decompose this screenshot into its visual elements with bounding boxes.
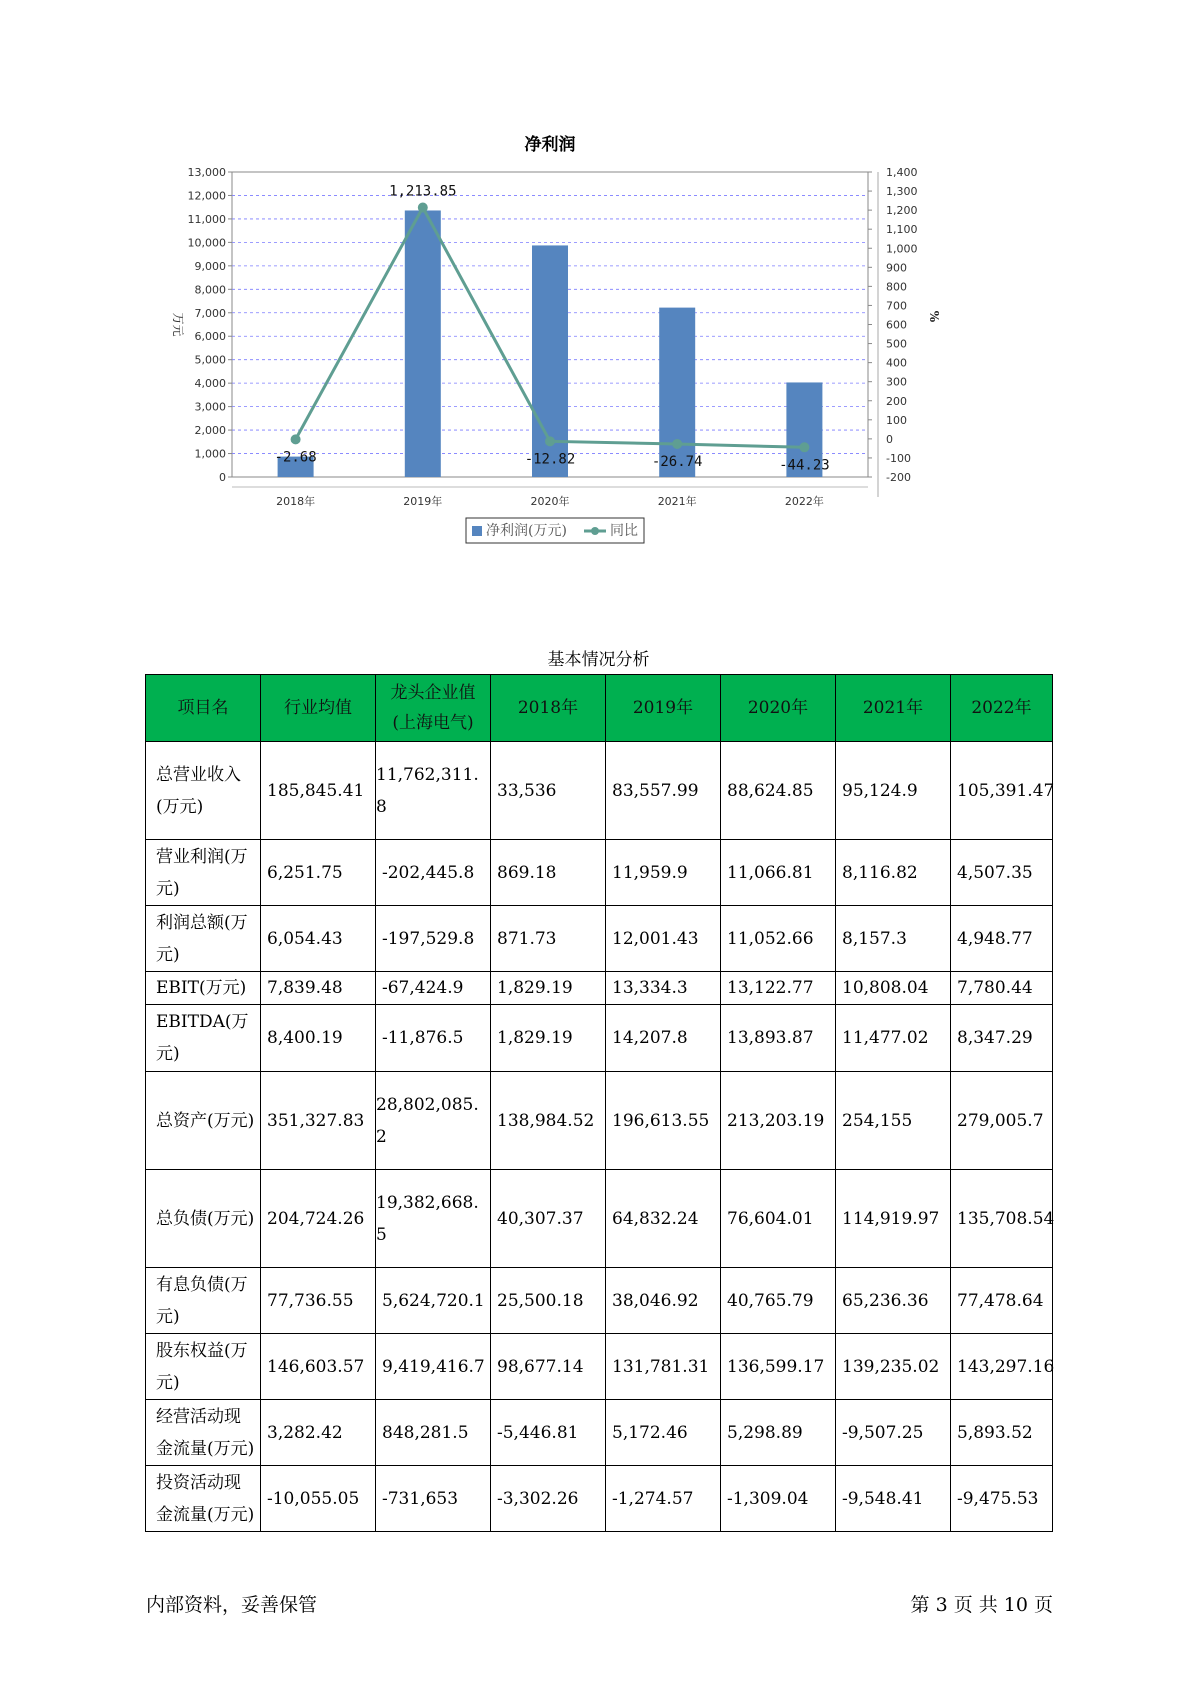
table-cell: -731,653 <box>376 1466 491 1532</box>
line-point <box>545 436 555 446</box>
data-label: -44.23 <box>779 457 830 474</box>
right-tick-label: 800 <box>886 280 907 294</box>
table-cell: 1,829.19 <box>491 1005 606 1072</box>
table-cell: 11,959.9 <box>606 840 721 906</box>
bar <box>405 210 441 477</box>
table-cell: 6,054.43 <box>261 906 376 972</box>
net-profit-chart <box>150 130 1050 600</box>
table-cell: 136,599.17 <box>721 1334 836 1400</box>
table-cell: -11,876.5 <box>376 1005 491 1072</box>
left-tick-label: 6,000 <box>194 330 226 344</box>
right-tick-label: 1,200 <box>886 204 918 218</box>
table-cell: 13,893.87 <box>721 1005 836 1072</box>
table-cell: 138,984.52 <box>491 1072 606 1170</box>
table-cell: 146,603.57 <box>261 1334 376 1400</box>
table-row <box>146 906 1053 972</box>
left-tick-label: 0 <box>219 471 226 484</box>
table-cell: -10,055.05 <box>261 1466 376 1532</box>
right-tick-label: 300 <box>886 375 907 389</box>
table-cell: 40,765.79 <box>721 1268 836 1334</box>
table-cell: 65,236.36 <box>836 1268 951 1334</box>
table-cell: 14,207.8 <box>606 1005 721 1072</box>
y2-axis-label: % <box>927 310 941 323</box>
right-tick-label: 1,100 <box>886 223 918 237</box>
table-cell: 38,046.92 <box>606 1268 721 1334</box>
table-cell: 88,624.85 <box>721 742 836 840</box>
right-tick-label: 1,300 <box>886 185 918 199</box>
table-cell: 8,347.29 <box>951 1005 1053 1072</box>
table-cell: 19,382,668.5 <box>376 1170 491 1268</box>
table-cell: 28,802,085.2 <box>376 1072 491 1170</box>
table-cell: -67,424.9 <box>376 972 491 1005</box>
table-cell: 77,736.55 <box>261 1268 376 1334</box>
legend-bar-swatch <box>472 526 482 536</box>
table-cell: 135,708.54 <box>951 1170 1053 1268</box>
table-row <box>146 1400 1053 1466</box>
row-label: EBIT(万元) <box>146 972 261 1005</box>
table-cell: 8,116.82 <box>836 840 951 906</box>
table-cell: 3,282.42 <box>261 1400 376 1466</box>
left-tick-label: 8,000 <box>194 283 226 297</box>
table-cell: 5,624,720.1 <box>376 1268 491 1334</box>
table-cell: -202,445.8 <box>376 840 491 906</box>
left-tick-label: 1,000 <box>194 447 226 461</box>
right-tick-label: 100 <box>886 413 907 427</box>
header-2020: 2020年 <box>721 675 836 742</box>
table-row <box>146 840 1053 906</box>
table-row <box>146 1268 1053 1334</box>
right-tick-label: 1,000 <box>886 242 918 256</box>
table-cell: 7,780.44 <box>951 972 1053 1005</box>
table-cell: 10,808.04 <box>836 972 951 1005</box>
data-label: -26.74 <box>651 453 703 470</box>
footer-page-number: 第 3 页 共 10 页 <box>910 1594 1053 1616</box>
table-cell: 25,500.18 <box>491 1268 606 1334</box>
table-cell: 8,400.19 <box>261 1005 376 1072</box>
right-tick-label: -200 <box>886 471 911 484</box>
right-tick-label: 900 <box>886 261 907 275</box>
table-cell: 95,124.9 <box>836 742 951 840</box>
left-tick-label: 3,000 <box>194 400 226 414</box>
table-cell: 5,298.89 <box>721 1400 836 1466</box>
table-cell: 5,172.46 <box>606 1400 721 1466</box>
row-label: EBITDA(万元) <box>146 1005 261 1072</box>
table-cell: 871.73 <box>491 906 606 972</box>
row-label: 营业利润(万元) <box>146 840 261 906</box>
footer-confidential-note: 内部资料，妥善保管 <box>146 1594 318 1616</box>
table-row <box>146 1334 1053 1400</box>
line-point <box>418 202 428 212</box>
table-cell: 6,251.75 <box>261 840 376 906</box>
header-2021: 2021年 <box>836 675 951 742</box>
table-cell: 12,001.43 <box>606 906 721 972</box>
table-cell: 4,507.35 <box>951 840 1053 906</box>
right-tick-label: -100 <box>886 451 911 465</box>
right-tick-label: 200 <box>886 394 907 408</box>
table-cell: 114,919.97 <box>836 1170 951 1268</box>
table-cell: 869.18 <box>491 840 606 906</box>
table-cell: -9,507.25 <box>836 1400 951 1466</box>
legend-line-marker <box>591 527 599 535</box>
table-row <box>146 972 1053 1005</box>
table-cell: 1,829.19 <box>491 972 606 1005</box>
row-label: 投资活动现金流量(万元) <box>146 1466 261 1532</box>
table-cell: -1,274.57 <box>606 1466 721 1532</box>
header-2019: 2019年 <box>606 675 721 742</box>
table-cell: 11,052.66 <box>721 906 836 972</box>
chart-canvas <box>150 130 1050 600</box>
row-label: 股东权益(万元) <box>146 1334 261 1400</box>
left-tick-label: 2,000 <box>194 424 226 438</box>
left-tick-label: 11,000 <box>187 212 226 226</box>
table-cell: -1,309.04 <box>721 1466 836 1532</box>
bar <box>659 308 695 477</box>
table-title: 基本情况分析 <box>547 650 650 670</box>
row-label: 有息负债(万元) <box>146 1268 261 1334</box>
line-point <box>799 442 809 452</box>
right-tick-label: 0 <box>886 432 893 446</box>
basic-analysis-table <box>145 674 1053 1532</box>
x-tick-label: 2018年 <box>276 495 316 508</box>
table-row <box>146 1466 1053 1532</box>
table-cell: 4,948.77 <box>951 906 1053 972</box>
table-cell: 8,157.3 <box>836 906 951 972</box>
data-label: -12.82 <box>524 451 576 468</box>
left-tick-label: 4,000 <box>194 377 226 391</box>
header-2018: 2018年 <box>491 675 606 742</box>
table-cell: 9,419,416.7 <box>376 1334 491 1400</box>
legend-label-line: 同比 <box>610 523 638 539</box>
table-cell: -5,446.81 <box>491 1400 606 1466</box>
row-label: 总负债(万元) <box>146 1170 261 1268</box>
row-label: 利润总额(万元) <box>146 906 261 972</box>
table-cell: 98,677.14 <box>491 1334 606 1400</box>
table-cell: 5,893.52 <box>951 1400 1053 1466</box>
table-cell: -9,475.53 <box>951 1466 1053 1532</box>
table-cell: -197,529.8 <box>376 906 491 972</box>
table-cell: 11,762,311.8 <box>376 742 491 840</box>
table-cell: 77,478.64 <box>951 1268 1053 1334</box>
table-cell: 11,477.02 <box>836 1005 951 1072</box>
line-point <box>291 434 301 444</box>
row-label: 经营活动现金流量(万元) <box>146 1400 261 1466</box>
table-cell: 105,391.47 <box>951 742 1053 840</box>
x-tick-label: 2021年 <box>657 495 697 508</box>
right-tick-label: 600 <box>886 318 907 332</box>
table-cell: 196,613.55 <box>606 1072 721 1170</box>
table-cell: 33,536 <box>491 742 606 840</box>
table-cell: -3,302.26 <box>491 1466 606 1532</box>
table-cell: 351,327.83 <box>261 1072 376 1170</box>
header-industry-avg: 行业均值 <box>261 675 376 742</box>
left-tick-label: 10,000 <box>187 236 226 250</box>
x-tick-label: 2019年 <box>403 495 443 508</box>
table-cell: 139,235.02 <box>836 1334 951 1400</box>
data-label: -2.68 <box>274 449 317 466</box>
left-tick-label: 9,000 <box>194 259 226 273</box>
left-tick-label: 5,000 <box>194 353 226 367</box>
table-cell: 64,832.24 <box>606 1170 721 1268</box>
right-tick-label: 400 <box>886 356 907 370</box>
table-cell: 13,122.77 <box>721 972 836 1005</box>
table-cell: 131,781.31 <box>606 1334 721 1400</box>
header-2022: 2022年 <box>951 675 1053 742</box>
right-tick-label: 700 <box>886 299 907 313</box>
row-label: 总资产(万元) <box>146 1072 261 1170</box>
y-axis-label: 万元 <box>171 312 185 337</box>
table-cell: 143,297.16 <box>951 1334 1053 1400</box>
table-row <box>146 1005 1053 1072</box>
header-leader-value: 龙头企业值(上海电气) <box>376 675 491 742</box>
left-tick-label: 7,000 <box>194 306 226 320</box>
line-point <box>672 439 682 449</box>
data-label: 1,213.85 <box>389 183 457 200</box>
table-cell: 204,724.26 <box>261 1170 376 1268</box>
left-tick-label: 13,000 <box>187 166 226 179</box>
table-cell: -9,548.41 <box>836 1466 951 1532</box>
table-row <box>146 742 1053 840</box>
table-cell: 254,155 <box>836 1072 951 1170</box>
header-item-name: 项目名 <box>146 675 261 742</box>
chart-title: 净利润 <box>524 135 576 155</box>
left-tick-label: 12,000 <box>187 189 226 203</box>
table-cell: 7,839.48 <box>261 972 376 1005</box>
table-cell: 279,005.7 <box>951 1072 1053 1170</box>
table-cell: 40,307.37 <box>491 1170 606 1268</box>
table-cell: 13,334.3 <box>606 972 721 1005</box>
table-header-row <box>146 675 1053 742</box>
table-row <box>146 1170 1053 1268</box>
right-tick-label: 500 <box>886 337 907 351</box>
table-cell: 848,281.5 <box>376 1400 491 1466</box>
table-cell: 76,604.01 <box>721 1170 836 1268</box>
legend-label-bar: 净利润(万元) <box>486 523 567 539</box>
table-cell: 83,557.99 <box>606 742 721 840</box>
row-label: 总营业收入(万元) <box>146 742 261 840</box>
right-tick-label: 1,400 <box>886 166 918 179</box>
table-cell: 213,203.19 <box>721 1072 836 1170</box>
x-tick-label: 2020年 <box>530 495 570 508</box>
x-tick-label: 2022年 <box>784 495 824 508</box>
table-cell: 11,066.81 <box>721 840 836 906</box>
table-row <box>146 1072 1053 1170</box>
table-cell: 185,845.41 <box>261 742 376 840</box>
